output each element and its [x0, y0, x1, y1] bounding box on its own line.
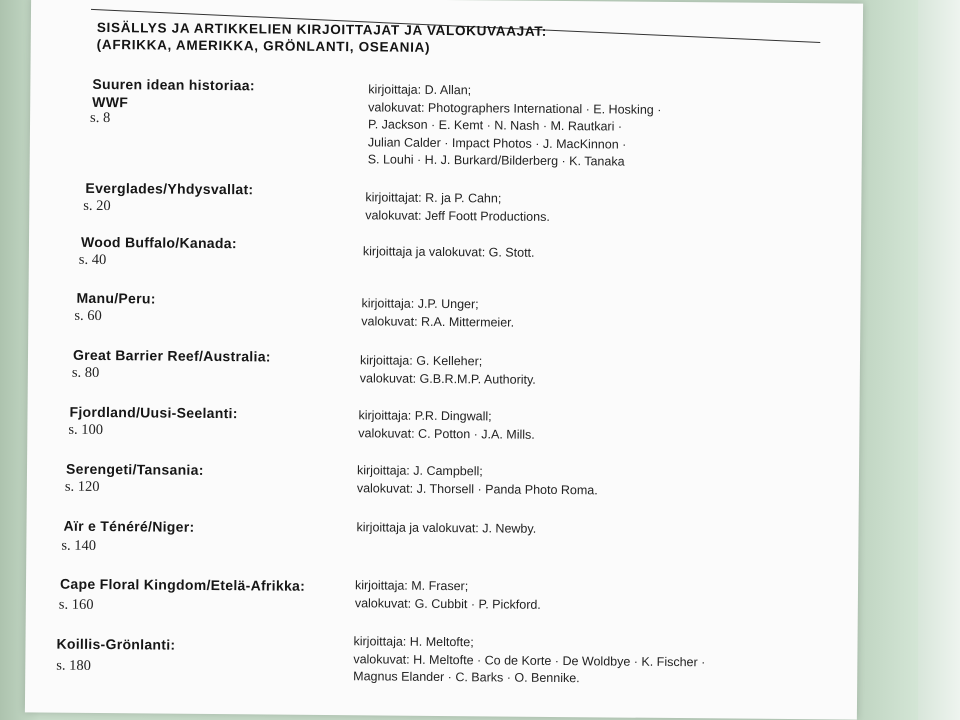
- credit-line: valokuvat: Jeff Foott Productions.: [365, 207, 550, 224]
- entry-credits: [358, 407, 535, 444]
- entry-page-number: s. 8: [90, 109, 111, 127]
- contents-entry: [29, 288, 861, 330]
- entry-page-number: s. 100: [68, 421, 104, 439]
- entry-title-line: Serengeti/Tansania:: [65, 460, 204, 478]
- entry-title-line: Suuren idean historiaa:: [92, 75, 255, 94]
- entry-credits: [361, 295, 514, 331]
- entry-title-line: Wood Buffalo/Kanada:: [80, 233, 237, 252]
- entry-credits: [353, 633, 705, 689]
- adjacent-page-edge: [918, 0, 960, 720]
- entry-credits: [356, 519, 536, 538]
- entry-title-line: WWF: [92, 93, 129, 111]
- contents-entry: [29, 232, 861, 269]
- entry-credits: [368, 81, 662, 171]
- entry-title: [66, 460, 204, 479]
- credit-line: valokuvat: Photographers International · E. Hosking ·: [368, 99, 662, 117]
- entry-title-line: Everglades/Yhdysvallat:: [85, 179, 254, 198]
- entry-page-number: s. 60: [74, 307, 102, 325]
- entry-title: [69, 403, 237, 422]
- credit-line: valokuvat: C. Potton · J.A. Mills.: [358, 425, 535, 442]
- credit-line: kirjoittaja: D. Allan;: [368, 82, 472, 98]
- credit-line: Julian Calder · Impact Photos · J. MacKinnon ·: [367, 134, 627, 152]
- entry-title: [73, 346, 271, 366]
- entry-title: [76, 289, 155, 308]
- entry-page-number: s. 160: [58, 596, 94, 613]
- entry-page-number: s. 40: [78, 251, 107, 269]
- entry-credits: [355, 577, 541, 614]
- entry-title-line: Cape Floral Kingdom/Etelä-Afrikka:: [59, 575, 306, 594]
- credit-line: kirjoittaja: J.P. Unger;: [361, 296, 479, 312]
- contents-heading: [97, 19, 547, 57]
- entry-title-line: Aïr e Ténéré/Niger:: [63, 517, 195, 535]
- credit-line: P. Jackson · E. Kemt · N. Nash · M. Rautkari ·: [367, 117, 623, 134]
- entry-credits: [365, 189, 550, 226]
- contents-entry: [27, 459, 859, 497]
- contents-entry: [30, 178, 862, 224]
- credit-line: S. Louhi · H. J. Burkard/Bilderberg · K. Tanaka: [367, 152, 625, 169]
- entry-credits: [360, 352, 536, 389]
- entry-page-number: s. 140: [61, 537, 97, 554]
- credit-line: valokuvat: G.B.R.M.P. Authority.: [359, 370, 536, 387]
- entry-title: [63, 517, 194, 536]
- contents-entry: [27, 516, 859, 554]
- book-page: [25, 0, 863, 720]
- entry-title: [85, 179, 253, 198]
- contents-entry: [26, 574, 858, 613]
- credit-line: kirjoittaja: J. Campbell;: [356, 463, 483, 479]
- credit-line: kirjoittaja: P.R. Dingwall;: [358, 408, 492, 424]
- credit-line: kirjoittajat: R. ja P. Cahn;: [365, 190, 502, 206]
- entry-page-number: s. 80: [71, 364, 100, 381]
- entry-page-number: s. 120: [64, 478, 100, 495]
- entry-title: [60, 575, 305, 595]
- entry-title: [81, 233, 237, 252]
- credit-line: valokuvat: J. Thorsell · Panda Photo Roma.: [356, 480, 598, 497]
- entry-page-number: s. 180: [56, 657, 92, 674]
- entry-credits: [357, 462, 598, 499]
- entry-page-number: s. 20: [83, 197, 111, 215]
- entry-title-line: Koillis-Grönlanti:: [56, 635, 176, 653]
- contents-entry: [30, 74, 862, 169]
- credit-line: Magnus Elander · C. Barks · O. Bennike.: [353, 669, 580, 686]
- entry-title: [92, 75, 255, 112]
- entry-title: [56, 635, 175, 654]
- entry-title-line: Great Barrier Reef/Australia:: [72, 346, 271, 365]
- contents-entry: [26, 634, 858, 686]
- heading-line: (AFRIKKA, AMERIKKA, GRÖNLANTI, OSEANIA): [96, 36, 431, 55]
- heading-line: SISÄLLYS JA ARTIKKELIEN KIRJOITTAJAT JA VALOKUVAAJAT:: [96, 19, 548, 39]
- entry-title-line: Manu/Peru:: [76, 289, 156, 307]
- credit-line: kirjoittaja: H. Meltofte;: [353, 634, 474, 650]
- credit-line: valokuvat: H. Meltofte · Co de Korte · De Woldbye · K. Fischer ·: [353, 651, 706, 669]
- entry-credits: [363, 243, 535, 262]
- credit-line: kirjoittaja ja valokuvat: G. Stott.: [362, 244, 535, 260]
- entry-title-line: Fjordland/Uusi-Seelanti:: [69, 403, 238, 422]
- credit-line: kirjoittaja: M. Fraser;: [354, 578, 469, 594]
- contents-entry: [28, 345, 860, 387]
- credit-line: valokuvat: G. Cubbit · P. Pickford.: [354, 595, 541, 612]
- credit-line: kirjoittaja ja valokuvat: J. Newby.: [356, 520, 537, 536]
- credit-line: kirjoittaja: G. Kelleher;: [359, 353, 483, 369]
- contents-entry: [28, 402, 860, 442]
- credit-line: valokuvat: R.A. Mittermeier.: [361, 313, 515, 330]
